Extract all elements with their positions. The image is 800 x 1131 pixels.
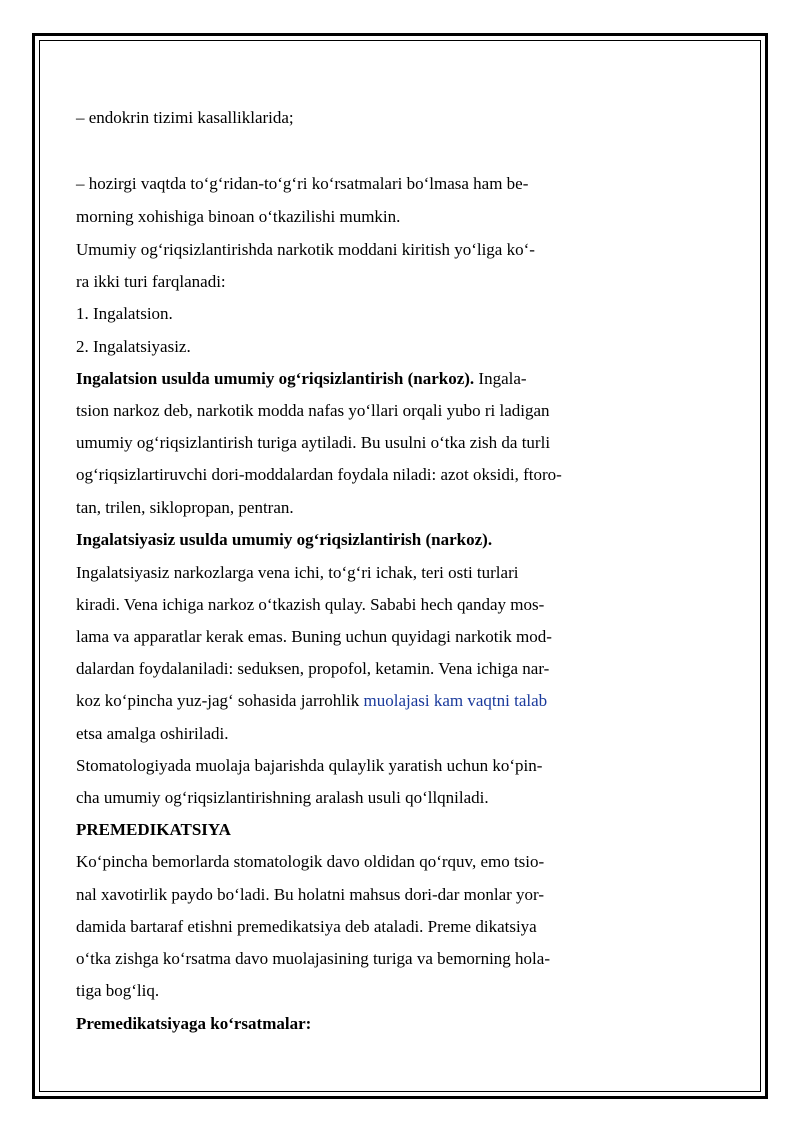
bold-heading: Premedikatsiyaga ko‘rsatmalar:: [76, 1014, 312, 1033]
text-line: [76, 172, 528, 196]
text-line: [76, 367, 527, 391]
text-run: tan, trilen, siklopropan, pentran.: [76, 498, 294, 517]
text-line: [76, 528, 492, 552]
bold-heading: Ingalatsion usulda umumiy og‘riqsizlantirish (narkoz).: [76, 369, 475, 388]
text-run: – endokrin tizimi kasalliklarida;: [76, 108, 294, 127]
text-line: [76, 818, 231, 842]
text-line: [76, 106, 294, 130]
text-run: Stomatologiyada muolaja bajarishda qulaylik yaratish uchun ko‘pin-: [76, 756, 543, 775]
text-line: [76, 496, 294, 520]
text-run: o‘tka zishga ko‘rsatma davo muolajasining turiga va bemorning hola-: [76, 949, 550, 968]
text-run: Ingala-: [474, 369, 527, 388]
text-run: 1. Ingalatsion.: [76, 304, 173, 323]
text-run: koz ko‘pincha yuz-jag‘ sohasida jarrohlik: [76, 691, 364, 710]
text-run: nal xavotirlik paydo bo‘ladi. Bu holatni mahsus dori-dar monlar yor-: [76, 885, 545, 904]
text-line: [76, 915, 537, 939]
text-line: [76, 205, 400, 229]
text-run: tiga bog‘liq.: [76, 981, 160, 1000]
text-line: [76, 561, 518, 585]
text-line: [76, 689, 547, 713]
text-run: Ingalatsiyasiz narkozlarga vena ichi, to‘g‘ri ichak, teri osti turlari: [76, 563, 519, 582]
text-run: cha umumiy og‘riqsizlantirishning aralash usuli qo‘llqniladi.: [76, 788, 489, 807]
text-run: – hozirgi vaqtda to‘g‘ridan-to‘g‘ri ko‘rsatmalari bo‘lmasa ham be-: [76, 174, 529, 193]
bold-heading: Ingalatsiyasiz usulda umumiy og‘riqsizlantirish (narkoz).: [76, 530, 493, 549]
text-line: [76, 947, 550, 971]
text-line: [76, 399, 550, 423]
text-run: damida bartaraf etishni premedikatsiya deb ataladi. Preme dikatsiya: [76, 917, 537, 936]
text-line: [76, 593, 544, 617]
text-line: [76, 302, 173, 326]
text-run: ra ikki turi farqlanadi:: [76, 272, 226, 291]
text-run: kiradi. Vena ichiga narkoz o‘tkazish qulay. Sababi hech qanday mos-: [76, 595, 545, 614]
text-line: [76, 238, 535, 262]
text-run: dalardan foydalaniladi: seduksen, propofol, ketamin. Vena ichiga nar-: [76, 659, 550, 678]
text-run: og‘riqsizlartiruvchi dori-moddalardan foydala niladi: azot oksidi, ftoro-: [76, 465, 562, 484]
text-line: [76, 463, 562, 487]
text-line: [76, 270, 226, 294]
text-run: tsion narkoz deb, narkotik modda nafas yo‘llari orqali yubo ri ladigan: [76, 401, 550, 420]
text-line: [76, 335, 191, 359]
text-line: [76, 722, 228, 746]
text-line: [76, 657, 549, 681]
text-run: morning xohishiga binoan o‘tkazilishi mumkin.: [76, 207, 401, 226]
text-line: [76, 786, 489, 810]
text-line: [76, 883, 544, 907]
text-run: umumiy og‘riqsizlantirish turiga aytiladi. Bu usulni o‘tka zish da turli: [76, 433, 551, 452]
text-line: [76, 754, 542, 778]
highlighted-text: muolajasi kam vaqtni talab: [363, 691, 548, 710]
text-run: lama va apparatlar kerak emas. Buning uchun quyidagi narkotik mod-: [76, 627, 552, 646]
text-line: [76, 979, 159, 1003]
text-run: etsa amalga oshiriladi.: [76, 724, 229, 743]
text-run: Ko‘pincha bemorlarda stomatologik davo oldidan qo‘rquv, emo tsio-: [76, 852, 545, 871]
text-line: [76, 431, 550, 455]
bold-heading: PREMEDIKATSIYA: [76, 820, 231, 839]
text-run: 2. Ingalatsiyasiz.: [76, 337, 191, 356]
text-run: Umumiy og‘riqsizlantirishda narkotik moddani kiritish yo‘liga ko‘-: [76, 240, 535, 259]
text-line: [76, 1012, 311, 1036]
text-line: [76, 850, 544, 874]
text-line: [76, 625, 552, 649]
